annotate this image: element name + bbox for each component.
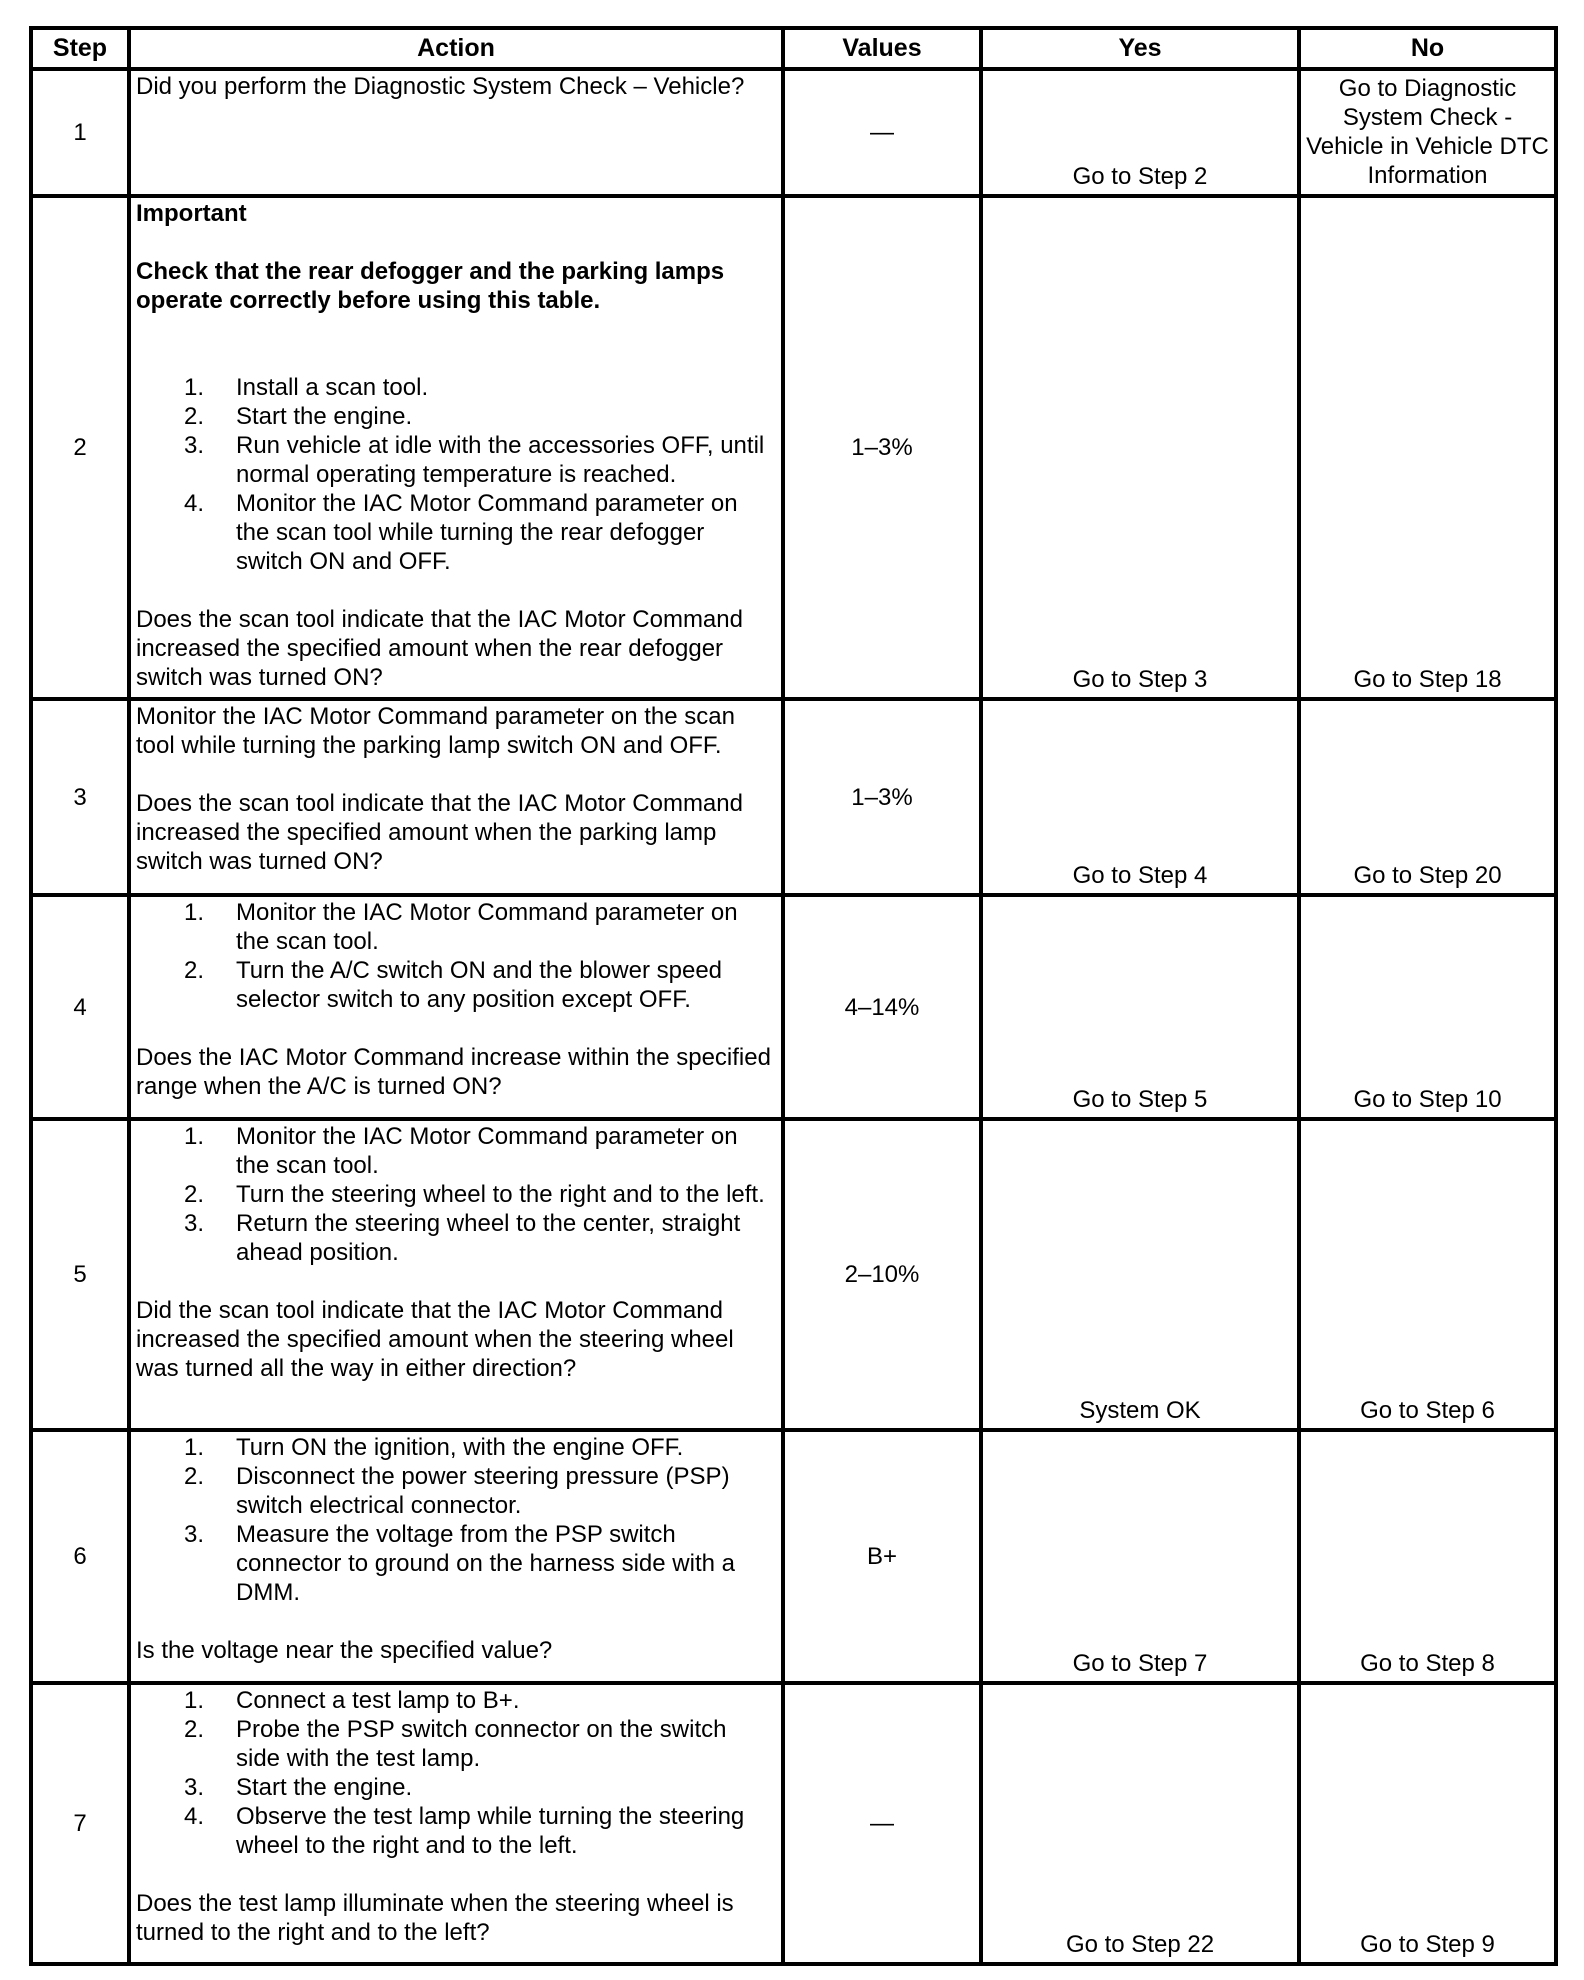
value-cell: 1–3% <box>783 699 981 895</box>
list-item: 2. Probe the PSP switch connector on the switch side with the test lamp. <box>184 1716 727 1772</box>
action-steps <box>136 1433 775 1607</box>
action-steps <box>136 1686 775 1860</box>
no-cell: Go to Diagnostic System Check - Vehicle in Vehicle DTC Information <box>1299 69 1556 196</box>
value-cell: B+ <box>783 1430 981 1683</box>
step-number: 3 <box>31 699 129 895</box>
table-row <box>31 1119 1556 1430</box>
list-item: 2. Disconnect the power steering pressure (PSP) switch electrical connector. <box>184 1463 730 1519</box>
header-row <box>31 28 1556 69</box>
header-action: Action <box>129 28 783 69</box>
list-item: 1. Monitor the IAC Motor Command parameter on the scan tool. <box>184 1123 738 1179</box>
yes-cell: Go to Step 7 <box>981 1430 1299 1683</box>
action-question: Does the IAC Motor Command increase within the specified range when the A/C is turned ON? <box>136 1044 771 1100</box>
list-item: 4. Monitor the IAC Motor Command parameter on the scan tool while turning the rear defogger switch ON and OFF. <box>184 490 738 575</box>
important-label: Important <box>136 200 247 227</box>
list-item: 3. Measure the voltage from the PSP switch connector to ground on the harness side with a DMM. <box>184 1521 735 1606</box>
list-item: 2. Turn the A/C switch ON and the blower speed selector switch to any position except OFF. <box>184 957 723 1013</box>
yes-cell: Go to Step 4 <box>981 699 1299 895</box>
no-cell: Go to Step 8 <box>1299 1430 1556 1683</box>
header-no: No <box>1299 28 1556 69</box>
action-cell <box>129 196 783 699</box>
action-cell <box>129 699 783 895</box>
action-cell <box>129 1683 783 1964</box>
list-item: 4. Observe the test lamp while turning the steering wheel to the right and to the left. <box>184 1803 745 1859</box>
table-row <box>31 196 1556 699</box>
no-cell: Go to Step 18 <box>1299 196 1556 699</box>
step-number: 5 <box>31 1119 129 1430</box>
step-number: 2 <box>31 196 129 699</box>
list-item: 1. Turn ON the ignition, with the engine OFF. <box>184 1434 684 1461</box>
step-number: 7 <box>31 1683 129 1964</box>
action-question: Does the test lamp illuminate when the steering wheel is turned to the right and to the left? <box>136 1890 734 1946</box>
action-question: Does the scan tool indicate that the IAC Motor Command increased the specified amount when the rear defogger switch was turned ON? <box>136 606 743 691</box>
yes-cell: Go to Step 5 <box>981 895 1299 1119</box>
action-steps <box>136 1122 775 1267</box>
value-cell: — <box>783 1683 981 1964</box>
list-item: 1. Connect a test lamp to B+. <box>184 1687 520 1714</box>
yes-cell: Go to Step 2 <box>981 69 1299 196</box>
diagnostic-table <box>29 26 1558 1966</box>
yes-cell: System OK <box>981 1119 1299 1430</box>
no-cell: Go to Step 9 <box>1299 1683 1556 1964</box>
list-item: 3. Return the steering wheel to the center, straight ahead position. <box>184 1210 741 1266</box>
step-number: 4 <box>31 895 129 1119</box>
yes-cell: Go to Step 3 <box>981 196 1299 699</box>
action-steps <box>136 373 775 576</box>
action-question: Did you perform the Diagnostic System Check – Vehicle? <box>136 73 745 100</box>
no-cell: Go to Step 20 <box>1299 699 1556 895</box>
step-number: 6 <box>31 1430 129 1683</box>
action-cell <box>129 69 783 196</box>
table-row <box>31 69 1556 196</box>
table-row <box>31 1430 1556 1683</box>
header-step: Step <box>31 28 129 69</box>
action-question: Is the voltage near the specified value? <box>136 1637 553 1664</box>
action-question: Did the scan tool indicate that the IAC Motor Command increased the specified amount when the steering wheel was turned all the way in either direction? <box>136 1297 734 1382</box>
list-item: 3. Run vehicle at idle with the accessories OFF, until normal operating temperature is reached. <box>184 432 765 488</box>
value-cell: 1–3% <box>783 196 981 699</box>
list-item: 1. Monitor the IAC Motor Command parameter on the scan tool. <box>184 899 738 955</box>
list-item: 2. Start the engine. <box>184 403 413 430</box>
action-intro: Monitor the IAC Motor Command parameter on the scan tool while turning the parking lamp switch ON and OFF. <box>136 703 735 759</box>
step-number: 1 <box>31 69 129 196</box>
header-yes: Yes <box>981 28 1299 69</box>
table-row <box>31 1683 1556 1964</box>
list-item: 1. Install a scan tool. <box>184 374 429 401</box>
header-values: Values <box>783 28 981 69</box>
yes-cell: Go to Step 22 <box>981 1683 1299 1964</box>
list-item: 3. Start the engine. <box>184 1774 413 1801</box>
table-row <box>31 895 1556 1119</box>
list-item: 2. Turn the steering wheel to the right and to the left. <box>184 1181 765 1208</box>
no-cell: Go to Step 10 <box>1299 895 1556 1119</box>
important-text: Check that the rear defogger and the parking lamps operate correctly before using this table. <box>136 258 725 314</box>
action-cell <box>129 1430 783 1683</box>
action-steps <box>136 898 775 1014</box>
action-cell <box>129 1119 783 1430</box>
action-cell <box>129 895 783 1119</box>
value-cell: — <box>783 69 981 196</box>
action-question: Does the scan tool indicate that the IAC Motor Command increased the specified amount when the parking lamp switch was turned ON? <box>136 790 743 875</box>
value-cell: 4–14% <box>783 895 981 1119</box>
no-cell: Go to Step 6 <box>1299 1119 1556 1430</box>
table-row <box>31 699 1556 895</box>
value-cell: 2–10% <box>783 1119 981 1430</box>
